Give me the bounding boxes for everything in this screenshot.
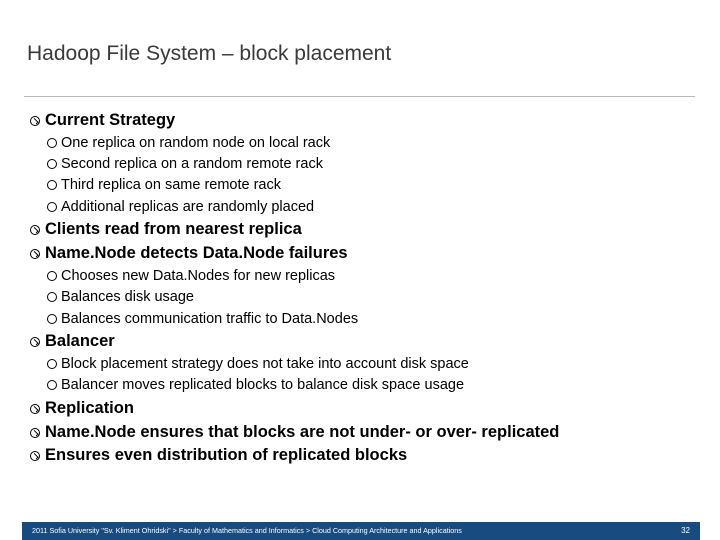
sub-bullet-item	[47, 156, 323, 172]
bullet-item	[30, 332, 115, 351]
bullet-text: Name.Node ensures that blocks are not under- or over- replicated	[45, 423, 560, 441]
sub-bullet-item	[47, 268, 335, 284]
sub-bullet-item	[47, 356, 469, 372]
circle-bullet-icon	[47, 359, 57, 369]
bullet-text: Name.Node detects Data.Node failures	[45, 244, 348, 262]
circle-bullet-icon	[47, 292, 57, 302]
bullet-text: Ensures even distribution of replicated blocks	[45, 446, 408, 464]
circle-check-bullet-icon	[30, 249, 40, 259]
bullet-text: Balancer	[45, 332, 115, 350]
bullet-item	[30, 399, 134, 418]
sub-bullet-item	[47, 135, 330, 151]
bullet-text: Current Strategy	[45, 111, 176, 129]
sub-bullet-text: Additional replicas are randomly placed	[61, 199, 315, 215]
circle-bullet-icon	[47, 138, 57, 148]
bullet-text: Clients read from nearest replica	[45, 220, 302, 238]
sub-bullet-text: Balances communication traffic to Data.Nodes	[61, 311, 359, 327]
bullet-text: Replication	[45, 399, 134, 417]
page-number: 32	[681, 526, 690, 535]
circle-check-bullet-icon	[30, 337, 40, 347]
bullet-item	[30, 446, 407, 465]
sub-bullet-text: Balances disk usage	[61, 289, 194, 305]
circle-check-bullet-icon	[30, 451, 40, 461]
circle-bullet-icon	[47, 314, 57, 324]
circle-bullet-icon	[47, 202, 57, 212]
sub-bullet-text: Chooses new Data.Nodes for new replicas	[61, 268, 336, 284]
circle-bullet-icon	[47, 180, 57, 190]
sub-bullet-text: Balancer moves replicated blocks to balance disk space usage	[61, 377, 465, 393]
footer-text: 2011 Sofia University "Sv. Kliment Ohridski" > Faculty of Mathematics and Informatics > Cloud Computing Architecture and Applications	[32, 526, 462, 535]
circle-check-bullet-icon	[30, 225, 40, 235]
circle-check-bullet-icon	[30, 404, 40, 414]
circle-check-bullet-icon	[30, 116, 40, 126]
circle-bullet-icon	[47, 271, 57, 281]
sub-bullet-item	[47, 177, 281, 193]
circle-bullet-icon	[47, 380, 57, 390]
circle-bullet-icon	[47, 159, 57, 169]
bullet-item	[30, 220, 302, 239]
title-divider	[24, 96, 695, 97]
sub-bullet-text: Second replica on a random remote rack	[61, 156, 323, 172]
sub-bullet-text: Third replica on same remote rack	[61, 177, 281, 193]
bullet-item	[30, 423, 559, 442]
bullet-item	[30, 244, 348, 263]
sub-bullet-item	[47, 377, 464, 393]
footer-bar	[22, 522, 700, 540]
sub-bullet-item	[47, 199, 314, 215]
bullet-item	[30, 111, 175, 130]
sub-bullet-text: One replica on random node on local rack	[61, 135, 331, 151]
circle-check-bullet-icon	[30, 428, 40, 438]
sub-bullet-item	[47, 289, 194, 305]
sub-bullet-item	[47, 311, 358, 327]
sub-bullet-text: Block placement strategy does not take into account disk space	[61, 356, 469, 372]
slide-title: Hadoop File System – block placement	[27, 42, 392, 65]
